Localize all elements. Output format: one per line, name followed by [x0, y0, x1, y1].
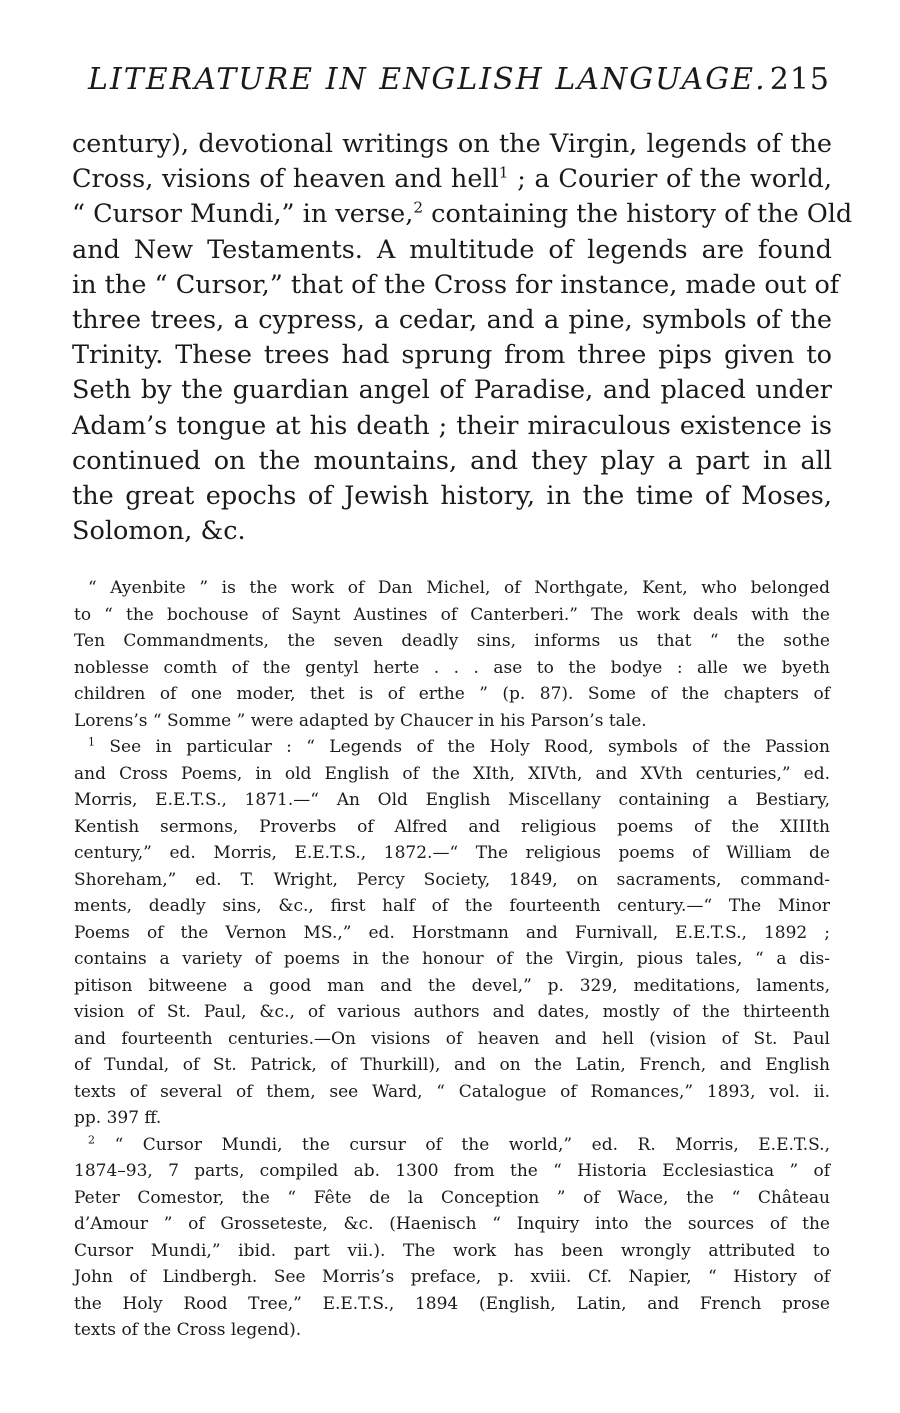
body-line-text: containing the history of the Old [423, 199, 853, 230]
footnote-line-text: “ Cursor Mundi, the cursur of the world,” ed. R. Morris, E.E.T.S., [95, 1134, 830, 1155]
body-line [72, 514, 832, 549]
body-line [72, 268, 840, 303]
footnote-line [74, 893, 830, 920]
body-line-text: continued on the mountains, and they play a part in all [72, 445, 832, 476]
footnote-line [74, 867, 830, 894]
footnote-line [74, 1211, 830, 1238]
body-line-text: Seth by the guardian angel of Paradise, and placed under [72, 375, 832, 406]
footnote-marker: 2 [88, 1132, 96, 1146]
running-header [88, 62, 830, 97]
footnote-line [74, 681, 830, 708]
main-text [72, 127, 853, 549]
footnote-line-text: ments, deadly sins, &c., first half of the fourteenth century.—“ The Minor [74, 896, 830, 916]
footnote-line-text: texts of the Cross legend). [74, 1320, 302, 1340]
footnote-line-text: Ten Commandments, the seven deadly sins, informs us that “ the sothe [74, 631, 830, 651]
footnote-line-text: century,” ed. Morris, E.E.T.S., 1872.—“ The religious poems of William de [74, 843, 830, 863]
footnote-line [74, 734, 830, 761]
footnote-line-text: to “ the bochouse of Saynt Austines of Canterberi.” The work deals with the [74, 604, 830, 625]
footnote-line [74, 1291, 830, 1318]
footnote-line-text: pitison bitweene a good man and the devel,” p. 329, meditations, laments, [74, 975, 830, 996]
body-line [72, 303, 832, 338]
footnote-line-text: Morris, E.E.T.S., 1871.—“ An Old English Miscellany containing a Bestiary, [74, 790, 830, 810]
body-line [72, 409, 832, 444]
footnote-line-text: Cursor Mundi,” ibid. part vii.). The work has been wrongly attributed to [74, 1240, 830, 1261]
footnote-line [74, 1158, 830, 1185]
page-number: 215 [769, 62, 830, 97]
footnote-line-text: Peter Comestor, the “ Fête de la Conception ” of Wace, the “ Château [74, 1187, 830, 1208]
body-line-text: three trees, a cypress, a cedar, and a pine, symbols of the [72, 305, 832, 336]
footnote-line-text: pp. 397 ff. [74, 1108, 162, 1128]
body-line [72, 233, 832, 268]
footnote-line-text: texts of several of them, see Ward, “ Catalogue of Romances,” 1893, vol. ii. [74, 1081, 830, 1102]
footnote-line-text: the Holy Rood Tree,” E.E.T.S., 1894 (English, Latin, and French prose [74, 1293, 830, 1314]
footnote-line [74, 655, 830, 682]
body-line-text: and New Testaments. A multitude of legends are found [72, 234, 832, 265]
footnote-line-text: Shoreham,” ed. T. Wright, Percy Society, 1849, on sacraments, command- [74, 869, 830, 890]
footnote-line [74, 575, 830, 602]
body-line-text: Solomon, &c. [72, 516, 246, 547]
footnote-line-text: noblesse comth of the gentyl herte . . . ase to the bodye : alle we byeth [74, 657, 830, 678]
footnote-line [74, 1185, 830, 1212]
body-line [72, 338, 832, 373]
body-line [72, 373, 832, 408]
footnote-line [74, 787, 830, 814]
footnote-line-text: and fourteenth centuries.—On visions of heaven and hell (vision of St. Paul [74, 1028, 830, 1049]
footnote-line-text: vision of St. Paul, &c., of various authors and dates, mostly of the thirteenth [74, 1002, 830, 1022]
footnote-line-text: John of Lindbergh. See Morris’s preface, p. xviii. Cf. Napier, “ History of [74, 1267, 830, 1287]
body-line-text: ; a Courier of the world, [508, 164, 832, 195]
footnote-line-text: and Cross Poems, in old English of the XIth, XIVth, and XVth centuries,” ed. [74, 763, 830, 784]
footnote-ref: 1 [498, 163, 509, 182]
footnote-marker: 1 [88, 735, 96, 749]
footnote-line [74, 708, 830, 735]
footnote-line-text: of Tundal, of St. Patrick, of Thurkill), and on the Latin, French, and English [74, 1055, 830, 1075]
footnote-ref: 2 [413, 198, 424, 217]
footnote-line [74, 920, 830, 947]
footnote-line [74, 973, 830, 1000]
footnote-line-text: d’Amour ” of Grosseteste, &c. (Haenisch “ Inquiry into the sources of the [74, 1214, 830, 1234]
footnote-line [74, 602, 830, 629]
footnote-line-text: 1874–93, 7 parts, compiled ab. 1300 from the “ Historia Ecclesiastica ” of [74, 1161, 830, 1181]
body-line-text: Trinity. These trees had sprung from three pips given to [72, 340, 832, 371]
footnote-line [74, 999, 830, 1026]
body-line-text: in the “ Cursor,” that of the Cross for instance, made out of [72, 269, 840, 300]
footnote-line [74, 628, 830, 655]
footnote-line-text: “ Ayenbite ” is the work of Dan Michel, of Northgate, Kent, who belonged [88, 578, 830, 598]
footnote-line [74, 1026, 830, 1053]
body-line [72, 197, 853, 232]
footnote-line [74, 1132, 830, 1159]
footnote-line-text: Lorens’s “ Somme ” were adapted by Chaucer in his Parson’s tale. [74, 710, 647, 731]
footnote-line-text: contains a variety of poems in the honour of the Virgin, pious tales, “ a dis- [74, 949, 830, 969]
footnote-line [74, 1079, 830, 1106]
footnote-line-text: children of one moder, thet is of erthe ” (p. 87). Some of the chapters of [74, 684, 830, 704]
footnote-line [74, 1052, 830, 1079]
body-line-text: “ Cursor Mundi,” in verse, [72, 199, 414, 230]
running-title: LITERATURE IN ENGLISH LANGUAGE. [88, 62, 767, 97]
body-line-text: the great epochs of Jewish history, in the time of Moses, [72, 481, 832, 512]
footnote-line-text: See in particular : “ Legends of the Holy Rood, symbols of the Passion [95, 737, 830, 757]
body-line [72, 127, 832, 162]
footnote-line [74, 1238, 830, 1265]
footnote-line [74, 1264, 830, 1291]
footnote-line-text: Poems of the Vernon MS.,” ed. Horstmann and Furnivall, E.E.T.S., 1892 ; [74, 922, 830, 943]
body-line-text: Cross, visions of heaven and hell [72, 164, 499, 195]
body-line [72, 162, 832, 197]
body-line-text: Adam’s tongue at his death ; their miraculous existence is [72, 410, 832, 441]
body-line [72, 444, 832, 479]
footnote-line [74, 814, 830, 841]
footnote-line [74, 761, 830, 788]
body-line-text: century), devotional writings on the Virgin, legends of the [72, 129, 832, 159]
footnote-line [74, 1105, 830, 1132]
footnote-line-text: Kentish sermons, Proverbs of Alfred and religious poems of the XIIIth [74, 816, 830, 837]
footnotes [74, 575, 830, 1344]
footnote-line [74, 840, 830, 867]
footnote-line [74, 1317, 830, 1344]
body-line [72, 479, 832, 514]
footnote-line [74, 946, 830, 973]
